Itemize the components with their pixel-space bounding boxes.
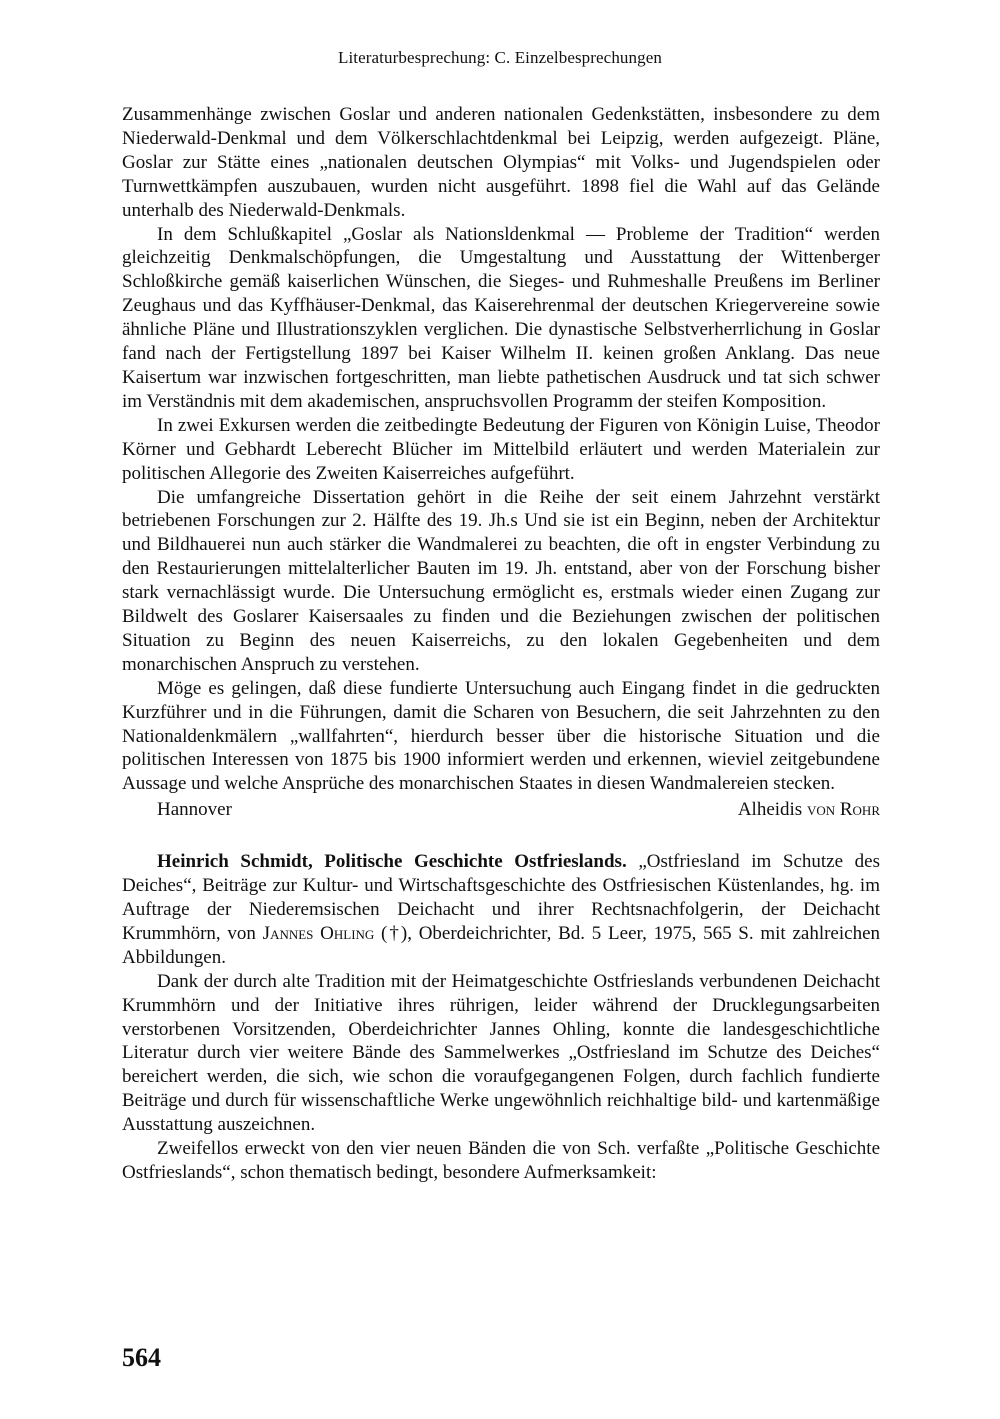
page-number: 564 [122, 1343, 161, 1372]
review-signature [122, 798, 880, 822]
paragraph: Möge es gelingen, daß diese fundierte Untersuchung auch Eingang findet in die gedruckten Kurzführer und in die Führungen, damit die Scharen von Besuchern, die seit Jahrzehnten zu den Nationaldenkmälern „wallfahrten“, hierdurch besser über die historische Situation und die politischen Interessen von 1875 bis 1900 informiert werden und erkennen, wieviel zeitgebundene Aussage und welche Ansprüche des monarchischen Staates in diesen Wandmalereien stecken. [122, 677, 880, 795]
book-review [122, 850, 880, 1185]
running-head: Literaturbesprechung: C. Einzelbesprechungen [338, 48, 662, 67]
paragraph: Die umfangreiche Dissertation gehört in die Reihe der seit einem Jahrzehnt verstärkt betriebenen Forschungen zur 2. Hälfte des 19. Jh.s Und sie ist ein Beginn, neben der Architektur und Bildhauerei nun auch stärker die Wandmalerei zu beachten, die oft in engster Verbindung zu den Restaurierungen mittelalterlicher Bauten im 19. Jh. entstand, aber von der Forschung bisher stark vernachlässigt wurde. Die Untersuchung ermöglicht es, erstmals wieder einen Zugang zur Bildwelt des Goslarer Kaisersaales zu finden und die Beziehungen zwischen der politischen Situation zu Beginn des neuen Kaiserreichs, zu den lokalen Gegebenheiten und dem monarchischen Anspruch zu verstehen. [122, 486, 880, 675]
paragraph: Dank der durch alte Tradition mit der Heimatgeschichte Ostfrieslands verbundenen Deichacht Krummhörn und der Initiative ihres rührigen, leider während der Drucklegungsarbeiten verstorbenen Vorsitzenden, Oberdeichrichter Jannes Ohling, konnte die landesgeschichtliche Literatur durch vier weitere Bände des Sammelwerkes „Ostfriesland im Schutze des Deiches“ bereichert werden, die sich, wie schon die voraufgegangenen Folgen, durch fachlich fundierte Beiträge und durch für wissenschaftliche Werke ungewöhnlich reichhaltige bild- und kartenmäßige Ausstattung auszeichnen. [122, 970, 880, 1136]
main-text [122, 103, 880, 1185]
bibliographic-entry: Heinrich Schmidt, Politische Geschichte Ostfrieslands. „Ostfriesland im Schutze des Deiches“, Beiträge zur Kultur- und Wirtschaftsgeschichte des Ostfriesischen Küstenlandes, hg. im Auftrage der Niederemsischen Deichacht und ihrer Rechtsnachfolgerin, der Deichacht Krummhörn, von Jannes Ohling (†), Oberdeichrichter, Bd. 5 Leer, 1975, 565 S. mit zahlreichen Abbildungen. [122, 851, 881, 968]
paragraph: Zweifellos erweckt von den vier neuen Bänden die von Sch. verfaßte „Politische Geschichte Ostfrieslands“, schon thematisch bedingt, besondere Aufmerksamkeit: [122, 1138, 880, 1183]
paragraph: In zwei Exkursen werden die zeitbedingte Bedeutung der Figuren von Königin Luise, Theodor Körner und Gebhardt Leberecht Blücher im Mittelbild erläutert und werden Materialein zur politischen Allegorie des Zweiten Kaiserreiches aufgeführt. [122, 414, 880, 484]
paragraph: Zusammenhänge zwischen Goslar und anderen nationalen Gedenkstätten, insbesondere zu dem Niederwald-Denkmal und dem Völkerschlachtdenkmal bei Leipzig, werden aufgezeigt. Pläne, Goslar zur Stätte eines „nationalen deutschen Olympias“ mit Volks- und Jugendspielen oder Turnwettkämpfen auszubauen, wurden nicht ausgeführt. 1898 fiel die Wahl auf das Gelände unterhalb des Niederwald-Denkmals. [122, 104, 880, 221]
review-heading: Heinrich Schmidt, Politische Geschichte Ostfrieslands. [157, 851, 627, 873]
review-place: Hannover [157, 799, 232, 821]
editor-name: Jannes Ohling [262, 922, 375, 944]
paragraph: In dem Schlußkapitel „Goslar als Nationsldenkmal — Probleme der Tradition“ werden gleichzeitig Denkmalschöpfungen, die Umgestaltung und Ausstattung der Wittenberger Schloßkirche gemäß kaiserlichen Wünschen, die Sieges- und Ruhmeshalle Preußens im Berliner Zeughaus und das Kyffhäuser-Denkmal, das Kaiserehrenmal der deutschen Kriegervereine sowie ähnliche Pläne und Illustrationszyklen verglichen. Die dynastische Selbstverherrlichung in Goslar fand nach der Fertigstellung 1897 bei Kaiser Wilhelm II. keinen großen Anklang. Das neue Kaisertum war inzwischen fortgeschritten, man liebte pathetischen Ausdruck und tat sich schwer im Verständnis mit dem akademischen, anspruchsvollen Programm der steifen Komposition. [122, 223, 880, 412]
reviewer-name: Alheidis von Rohr [737, 799, 880, 821]
